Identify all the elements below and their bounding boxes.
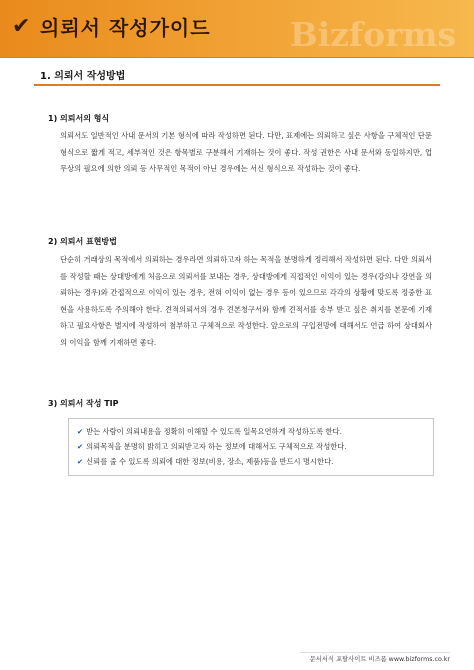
subsection-title-tips: 3) 의뢰서 작성 TIP [48,399,119,408]
page-title: 의뢰서 작성가이드 [40,16,211,40]
tips-box [68,418,434,476]
tip-text: 신뢰를 줄 수 있도록 의뢰에 대한 정보(비용, 장소, 제품)등을 반드시 명시한다. [86,457,334,466]
section-divider [34,84,440,86]
list-item [77,456,333,467]
check-icon: ✔ [77,457,84,466]
header-banner [0,0,474,58]
check-icon: ✔ [77,442,84,451]
check-icon: ✔ [77,427,84,436]
brand-watermark: Bizforms [289,15,456,54]
tip-text: 의뢰목적을 분명히 밝히고 의뢰받고자 하는 정보에 대해서도 구체적으로 작성한다. [86,442,347,451]
footer-site-link[interactable]: 문서서식 포탈사이트 비즈폼 www.bizforms.co.kr [300,652,450,667]
list-item [77,426,342,437]
subsection-title-expression: 2) 의뢰서 표현방법 [48,237,117,246]
list-item [77,441,347,452]
subsection-title-format: 1) 의뢰서의 형식 [48,114,110,123]
checkmark-icon: ✔ [12,14,31,39]
paragraph-expression: 단순히 거래상의 목적에서 의뢰하는 경우라면 의뢰하고자 하는 목적을 분명하게 정리해서 작성하면 된다. 다만 의뢰서를 작성할 때는 상대방에게 처음으로 의뢰서를 보내는 경우, 상대방에게 직접적인 이익이 있는 경우(강의나 강연을 의뢰하는 경우)와 간접적으로 이익이 있는 경우, 전혀 이익이 없는 경우 등이 있으므로 각각의 상황에 맞도록 정중한 표현을 사용하도록 주의해야 한다. 견적의뢰서의 경우 견본청구서와 함께 견적서를 송부 받고 싶은 취지를 본문에 기재하고 필요사항은 별지에 작성하여 첨부하고 구체적으로 작성한다. 앞으로의 구입전망에 대해서도 언급 하여 상대회사의 이익을 함께 기재하면 좋다. [60,255,432,347]
paragraph-format: 의뢰서도 일반적인 사내 문서의 기본 형식에 따라 작성하면 된다. 다만, 표제에는 의뢰하고 싶은 사항을 구체적인 단문 형식으로 짧게 적고, 세부적인 것은 항목별로 구분해서 기재하는 것이 좋다. 작성 권한은 사내 문서와 동일하지만, 업무상의 필요에 의한 의뢰 등 사무적인 목적이 아닌 경우에는 서신 형식으로 작성하는 것이 좋다. [60,131,432,173]
section-heading: 1. 의뢰서 작성방법 [40,71,126,82]
tip-text: 받는 사람이 의뢰내용을 정확히 이해할 수 있도록 일목요연하게 작성하도록 한다. [86,427,342,436]
